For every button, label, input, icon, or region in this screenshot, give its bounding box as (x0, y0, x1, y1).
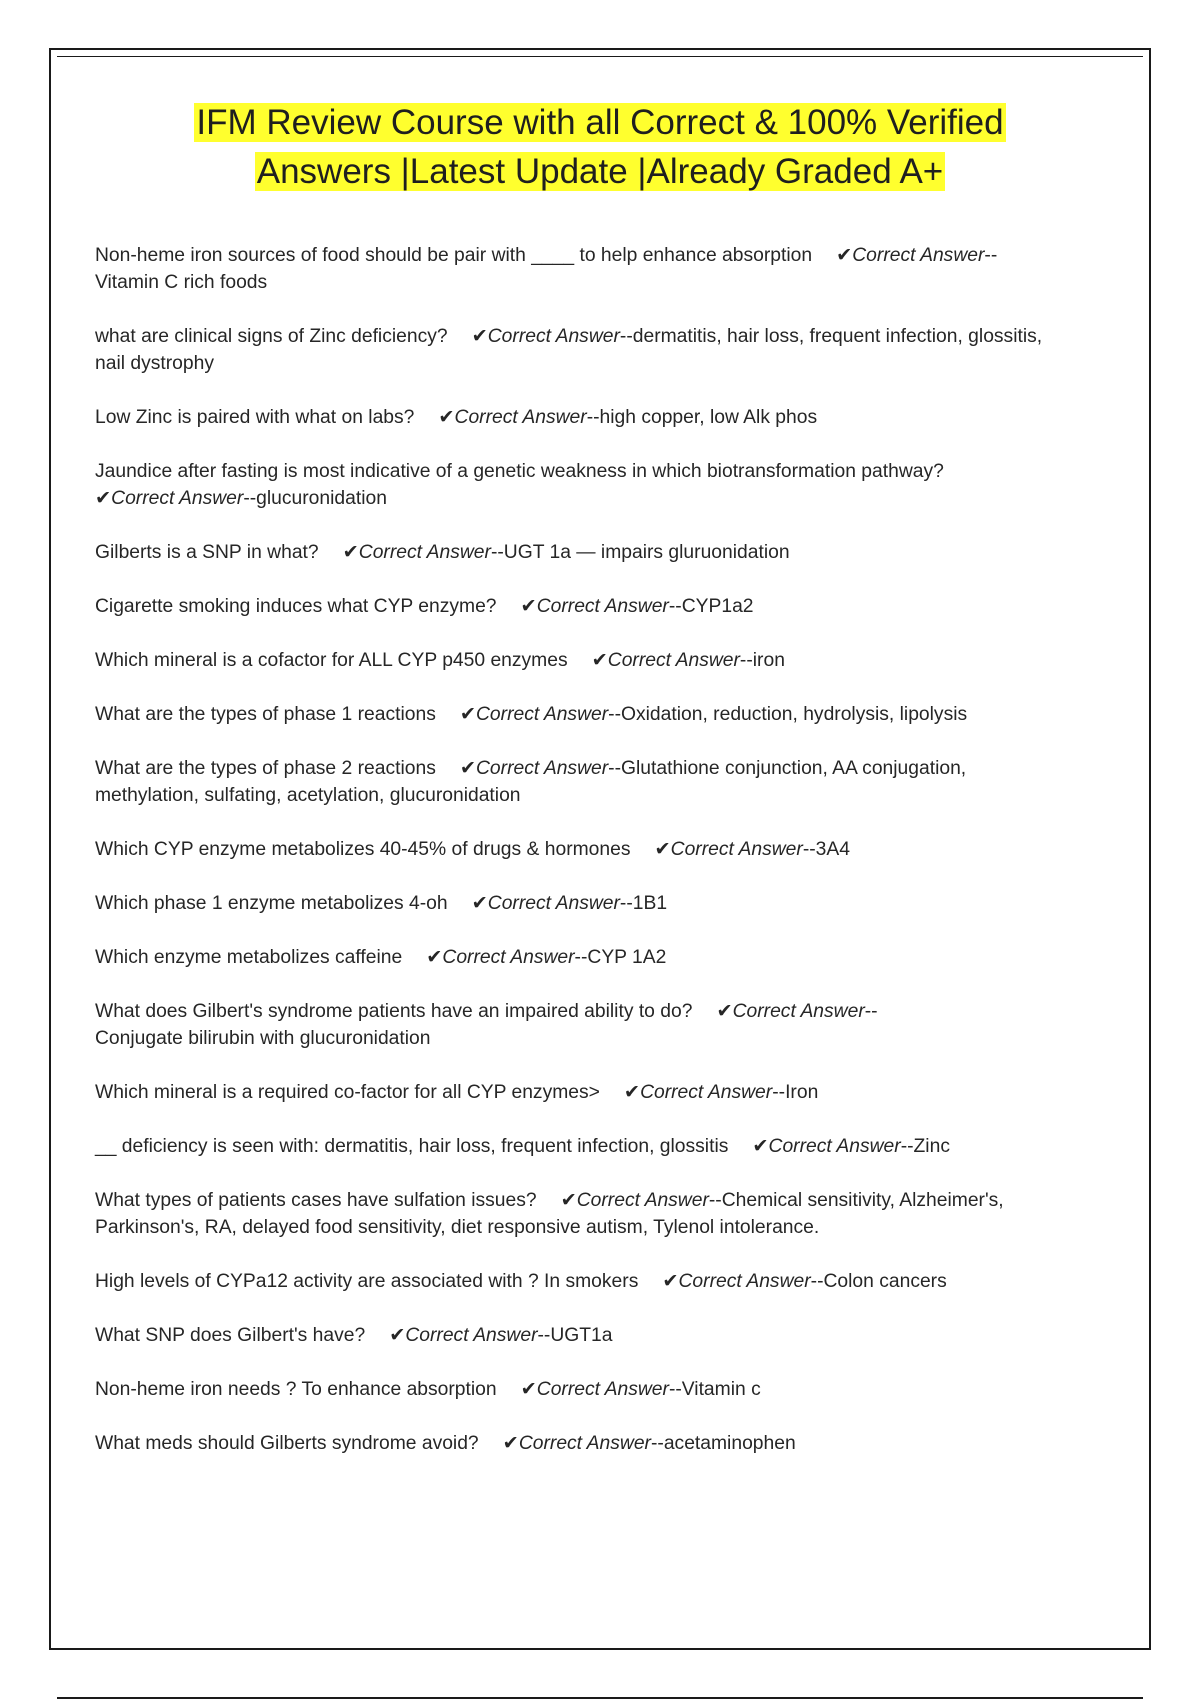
correct-answer-label: Correct Answer (852, 245, 985, 266)
correct-answer-label: Correct Answer (358, 542, 491, 563)
answer-value: glucuronidation (256, 488, 387, 509)
answer-separator: -- (490, 542, 504, 563)
answer-separator: -- (864, 1001, 878, 1022)
qa-item (95, 836, 1055, 863)
question-text: what are clinical signs of Zinc deficiency? (95, 326, 448, 347)
correct-answer-label: Correct Answer (476, 758, 609, 779)
answer-text (651, 1433, 796, 1454)
question-text: Low Zinc is paired with what on labs? (95, 407, 415, 428)
correct-answer-label: Correct Answer (442, 947, 575, 968)
answer-value: 1B1 (632, 893, 668, 914)
answer-value: CYP1a2 (681, 596, 754, 617)
qa-item (95, 1133, 1055, 1160)
question-text: Which mineral is a required co-factor for all CYP enzymes> (95, 1082, 600, 1103)
answer-text (669, 1379, 761, 1400)
correct-answer-marker (521, 1379, 669, 1400)
answer-text (901, 1136, 950, 1157)
correct-answer-label: Correct Answer (670, 839, 803, 860)
answer-separator: -- (984, 245, 998, 266)
correct-answer-marker (836, 245, 984, 266)
question-text: Non-heme iron sources of food should be pair with ____ to help enhance absorption (95, 245, 813, 266)
correct-answer-marker (592, 650, 740, 671)
qa-item (95, 242, 1055, 296)
header-rule (57, 56, 1143, 57)
checkmark-icon: ✔ (426, 947, 443, 968)
correct-answer-label: Correct Answer (111, 488, 244, 509)
correct-answer-label: Correct Answer (640, 1082, 773, 1103)
correct-answer-marker (521, 596, 669, 617)
qa-item (95, 404, 1055, 431)
answer-separator: -- (810, 1271, 824, 1292)
answer-separator: -- (619, 893, 633, 914)
correct-answer-label: Correct Answer (536, 1379, 669, 1400)
correct-answer-label: Correct Answer (405, 1325, 538, 1346)
checkmark-icon: ✔ (836, 245, 853, 266)
answer-text (587, 407, 817, 428)
correct-answer-label: Correct Answer (607, 650, 740, 671)
question-text: What types of patients cases have sulfation issues? (95, 1190, 537, 1211)
answer-value: iron (752, 650, 785, 671)
question-text: Which mineral is a cofactor for ALL CYP p450 enzymes (95, 650, 568, 671)
checkmark-icon: ✔ (342, 542, 359, 563)
question-text: What are the types of phase 1 reactions (95, 704, 436, 725)
question-text: Which enzyme metabolizes caffeine (95, 947, 403, 968)
question-text: Which phase 1 enzyme metabolizes 4-oh (95, 893, 448, 914)
checkmark-icon: ✔ (560, 1190, 577, 1211)
qa-item (95, 998, 1055, 1052)
correct-answer-marker (561, 1190, 709, 1211)
correct-answer-marker (624, 1082, 772, 1103)
answer-value: Zinc (913, 1136, 950, 1157)
correct-answer-marker (716, 1001, 864, 1022)
document-title (60, 98, 1140, 196)
qa-item (95, 1430, 1055, 1457)
answer-text (538, 1325, 613, 1346)
answer-separator: -- (802, 839, 816, 860)
answer-text (811, 1271, 947, 1292)
answer-value: Chemical sensitivity, Alzheimer's, Parkinson's, RA, delayed food sensitivity, diet responsive autism, Tylenol intolerance. (95, 1190, 1004, 1238)
question-text: What meds should Gilberts syndrome avoid? (95, 1433, 479, 1454)
checkmark-icon: ✔ (752, 1136, 769, 1157)
qa-item (95, 458, 1055, 512)
correct-answer-label: Correct Answer (487, 893, 620, 914)
answer-separator: -- (900, 1136, 914, 1157)
qa-item (95, 755, 1055, 809)
answer-text (575, 947, 667, 968)
checkmark-icon: ✔ (623, 1082, 641, 1103)
correct-answer-marker (343, 542, 491, 563)
correct-answer-label: Correct Answer (487, 326, 620, 347)
question-text: Cigarette smoking induces what CYP enzyme? (95, 596, 497, 617)
answer-value: Vitamin C rich foods (95, 272, 268, 293)
correct-answer-label: Correct Answer (678, 1271, 811, 1292)
answer-value: acetaminophen (663, 1433, 796, 1454)
checkmark-icon: ✔ (389, 1325, 406, 1346)
qa-item (95, 647, 1055, 674)
question-text: Jaundice after fasting is most indicative of a genetic weakness in which biotransformation pathway? (95, 461, 944, 482)
qa-item (95, 890, 1055, 917)
answer-separator: -- (739, 650, 753, 671)
answer-text (669, 596, 754, 617)
answer-separator: -- (668, 1379, 682, 1400)
correct-answer-marker (389, 1325, 537, 1346)
question-text: What does Gilbert's syndrome patients have an impaired ability to do? (95, 1001, 693, 1022)
correct-answer-marker (95, 488, 243, 509)
answer-text (491, 542, 790, 563)
question-text: Non-heme iron needs ? To enhance absorption (95, 1379, 497, 1400)
checkmark-icon: ✔ (471, 326, 488, 347)
answer-value: CYP 1A2 (587, 947, 667, 968)
answer-text (803, 839, 850, 860)
question-text: What SNP does Gilbert's have? (95, 1325, 366, 1346)
checkmark-icon: ✔ (471, 893, 488, 914)
answer-value: 3A4 (815, 839, 850, 860)
correct-answer-marker (438, 407, 586, 428)
qa-item (95, 1376, 1055, 1403)
question-text: What are the types of phase 2 reactions (95, 758, 436, 779)
answer-separator: -- (608, 704, 621, 725)
checkmark-icon: ✔ (520, 1379, 537, 1400)
correct-answer-label: Correct Answer (576, 1190, 709, 1211)
checkmark-icon: ✔ (662, 1271, 679, 1292)
qa-item (95, 1187, 1055, 1241)
qa-item (95, 944, 1055, 971)
answer-value: high copper, low Alk phos (599, 407, 818, 428)
correct-answer-label: Correct Answer (518, 1433, 651, 1454)
question-text: Gilberts is a SNP in what? (95, 542, 319, 563)
answer-value: UGT 1a — impairs gluruonidation (503, 542, 790, 563)
checkmark-icon: ✔ (654, 839, 671, 860)
correct-answer-marker (662, 1271, 810, 1292)
correct-answer-label: Correct Answer (476, 704, 609, 725)
answer-text (620, 893, 667, 914)
qa-item (95, 1079, 1055, 1106)
answer-value: Glutathione conjunction, AA conjugation, methylation, sulfating, acetylation, glucuronidation (95, 758, 967, 806)
checkmark-icon: ✔ (520, 596, 537, 617)
qa-item (95, 323, 1055, 377)
title-line-2: Answers |Latest Update |Already Graded A+ (256, 152, 944, 191)
correct-answer-marker (752, 1136, 900, 1157)
qa-item (95, 1268, 1055, 1295)
correct-answer-marker (426, 947, 574, 968)
qa-list (95, 242, 1055, 1484)
correct-answer-label: Correct Answer (768, 1136, 901, 1157)
answer-separator: -- (772, 1082, 786, 1103)
checkmark-icon: ✔ (459, 758, 476, 779)
answer-separator: -- (586, 407, 600, 428)
answer-value: Iron (785, 1082, 819, 1103)
answer-value: Vitamin c (681, 1379, 761, 1400)
answer-separator: -- (608, 758, 621, 779)
checkmark-icon: ✔ (459, 704, 476, 725)
answer-separator: -- (243, 488, 257, 509)
question-text: __ deficiency is seen with: dermatitis, hair loss, frequent infection, glossitis (95, 1136, 729, 1157)
checkmark-icon: ✔ (502, 1433, 519, 1454)
qa-item (95, 539, 1055, 566)
correct-answer-marker (503, 1433, 651, 1454)
answer-text (772, 1082, 818, 1103)
question-text: Which CYP enzyme metabolizes 40-45% of drugs & hormones (95, 839, 631, 860)
correct-answer-marker (460, 758, 608, 779)
answer-separator: -- (619, 326, 633, 347)
answer-value: Conjugate bilirubin with glucuronidation (95, 1028, 431, 1049)
answer-value: dermatitis, hair loss, frequent infection, glossitis, nail dystrophy (95, 326, 1043, 374)
correct-answer-marker (472, 326, 620, 347)
correct-answer-label: Correct Answer (454, 407, 587, 428)
answer-separator: -- (668, 596, 682, 617)
checkmark-icon: ✔ (95, 488, 112, 509)
checkmark-icon: ✔ (591, 650, 608, 671)
question-text: High levels of CYPa12 activity are associated with ? In smokers (95, 1271, 639, 1292)
correct-answer-label: Correct Answer (536, 596, 669, 617)
qa-item (95, 593, 1055, 620)
answer-value: Oxidation, reduction, hydrolysis, lipolysis (621, 704, 968, 725)
qa-item (95, 701, 1055, 728)
title-line-1: IFM Review Course with all Correct & 100% Verified (196, 103, 1004, 142)
answer-separator: -- (650, 1433, 664, 1454)
answer-separator: -- (574, 947, 588, 968)
answer-text (608, 704, 967, 725)
next-page-top-rule (57, 1697, 1143, 1699)
answer-separator: -- (708, 1190, 722, 1211)
answer-value: Colon cancers (823, 1271, 947, 1292)
correct-answer-label: Correct Answer (732, 1001, 865, 1022)
answer-text (740, 650, 785, 671)
answer-value: UGT1a (550, 1325, 613, 1346)
qa-item (95, 1322, 1055, 1349)
checkmark-icon: ✔ (716, 1001, 733, 1022)
correct-answer-marker (460, 704, 608, 725)
correct-answer-marker (472, 893, 620, 914)
correct-answer-marker (655, 839, 803, 860)
answer-separator: -- (537, 1325, 551, 1346)
checkmark-icon: ✔ (438, 407, 455, 428)
answer-text (243, 488, 387, 509)
